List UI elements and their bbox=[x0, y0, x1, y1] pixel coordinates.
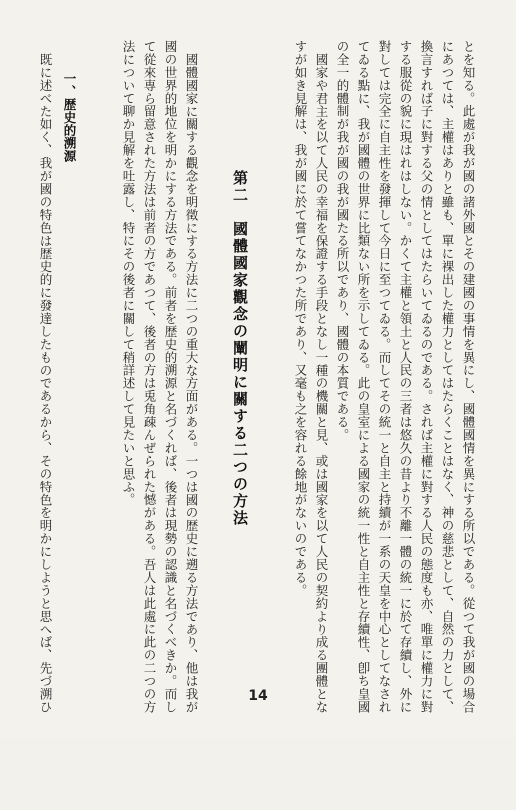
text-line: 法について聊か見解を吐露し、特にその後者に關して稍詳述して見たいと思ふ。 bbox=[121, 40, 136, 507]
subsection-heading: 一、歴史的溯源 bbox=[62, 72, 77, 163]
text-line: 既に述べた如く、我が國の特色は歴史的に發達したものであるから、その特色を明かにしようと思へば、先づ溯ひ bbox=[38, 53, 53, 714]
text-line: 國家や君主を以て人民の幸福を保證する手段となし一種の機關と見、或は國家を以て人民の契約より成る團體とな bbox=[314, 53, 329, 714]
text-line: 對しては完全に自主性を發揮して今日に至つてゐる。而してその統一と自主と持續が一系の天皇を中心としてなされ bbox=[377, 40, 392, 714]
page-number: 14 bbox=[248, 688, 268, 704]
text-line: 換言すれば子に對する父の情としてはたらいてゐるのである。されば主權に對する人民の態度も亦、唯單に權力に對 bbox=[419, 40, 434, 714]
section-heading: 第二 國體國家觀念の闡明に關する二つの方法 bbox=[231, 170, 249, 527]
text-line: にあつては、主權はありと雖も、單に裸出した權力としてはたらくことはなく、神の慈悲として、自然の力として、 bbox=[440, 40, 455, 714]
text-line: すが如き見解は、我が國に於て嘗てなかつた所であり、又毫も之を容れる餘地がないのである。 bbox=[293, 40, 308, 597]
text-line: てゐる點に、我が國體の世界に比類ない所を示してゐる。此の皇室による國家の統一性と自主性と存續性、卽ち皇國 bbox=[356, 40, 371, 714]
text-line: 國の世界的地位を明かにする方法である。前者を歴史的溯源と名づくれば、後者は現勢の認識と名づくべきか。而し bbox=[163, 40, 178, 714]
text-line: 國體國家に關する觀念を明徵にする方法に二つの重大な方面がある。一つは國の歴史に遡る方法であり、他は我が bbox=[184, 53, 199, 714]
text-line: て從來専ら留意された方法は前者の方であつて、後者の方は兎角疎んぜられた憾がある。吾人は此處に此の二つの方 bbox=[142, 40, 157, 714]
text-line: の全一的體制が我が國の我が國たる所以であり、國體の本質である。 bbox=[335, 40, 350, 442]
text-line: とを知る。此處が我が國の諸外國とその建國の事情を異にし、國體國情を異にする所以である。從つて我が國の場合 bbox=[461, 40, 476, 714]
text-line: する服從の貌に現はれはしない。かくて主權と領土と人民の三者は悠久の昔より不離一體の統一に於て存續し、外に bbox=[398, 40, 413, 714]
